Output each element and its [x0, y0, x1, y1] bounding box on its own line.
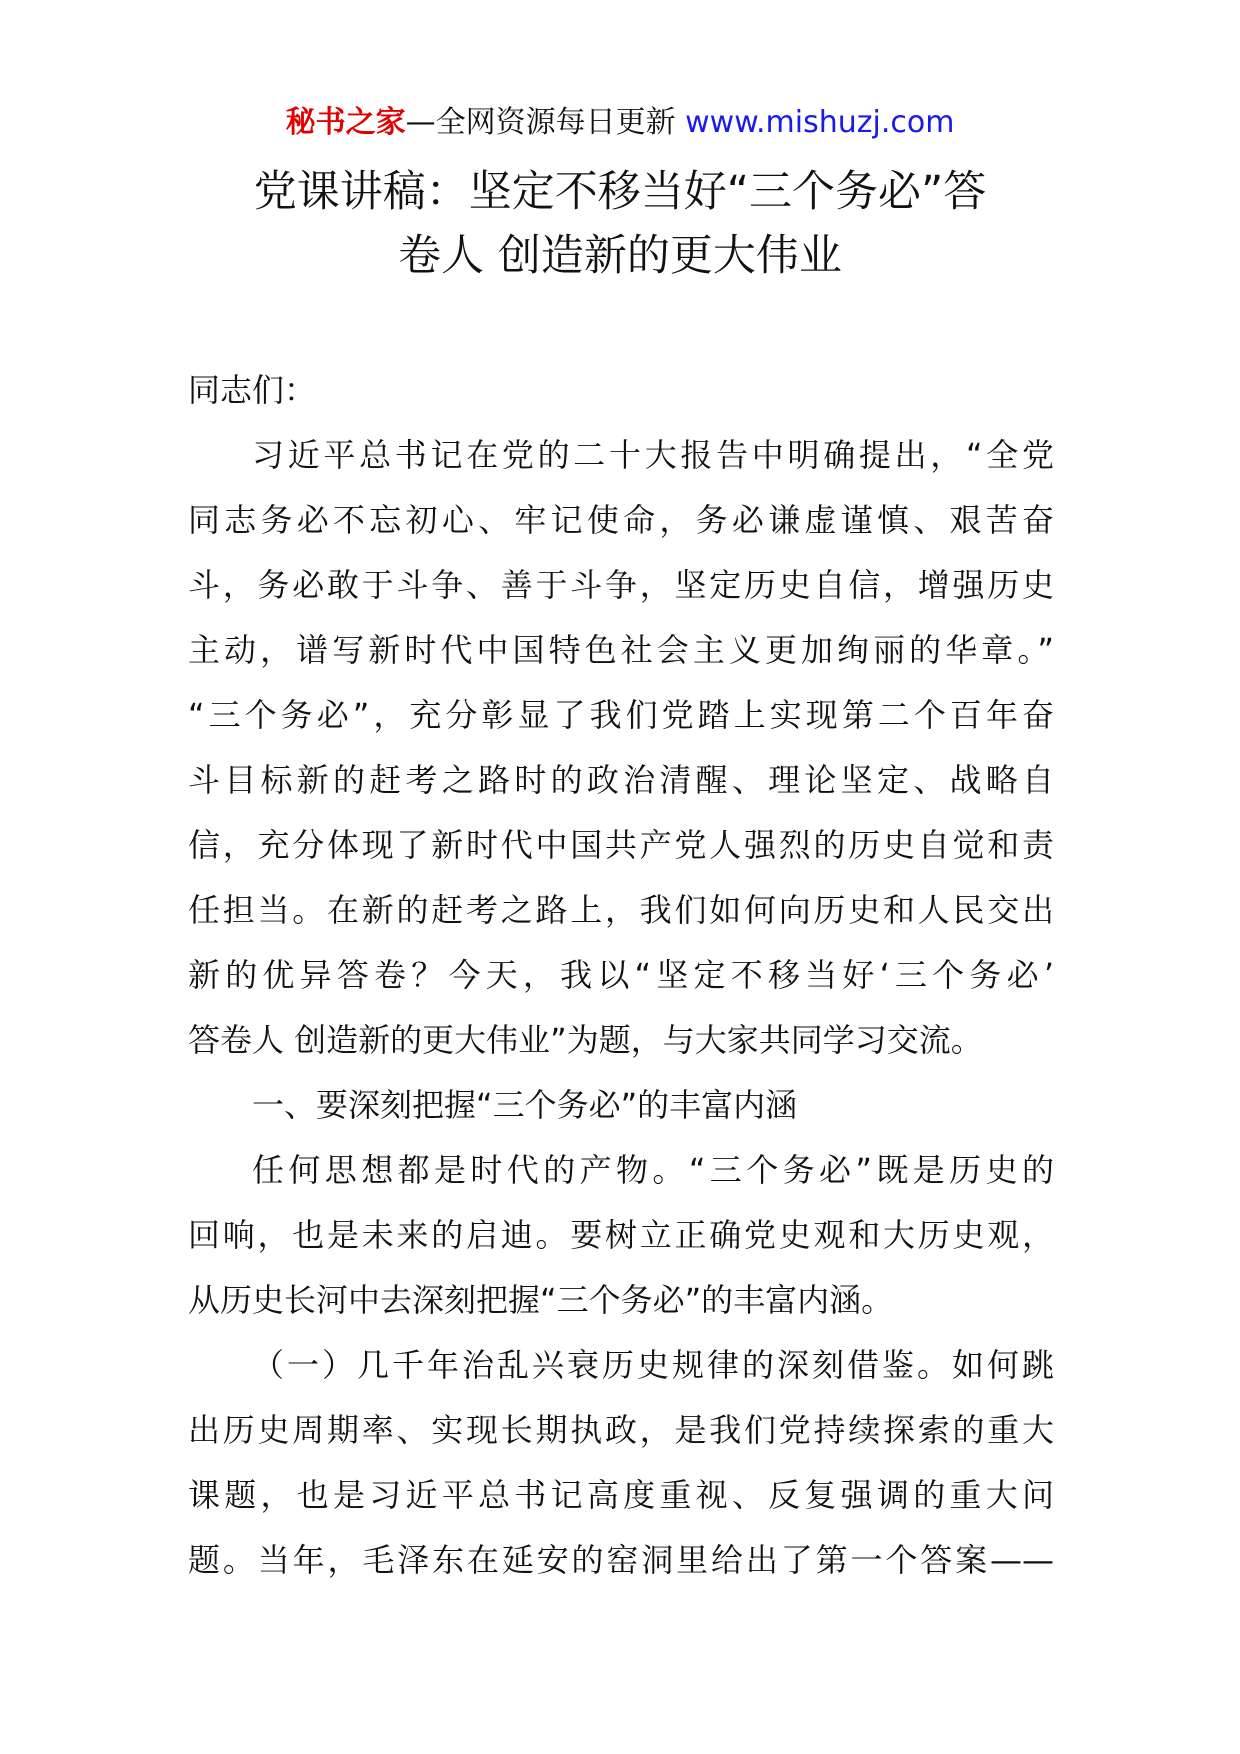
paragraph-intro [188, 423, 1054, 1073]
paragraph-line: “三个务必”，充分彰显了我们党踏上实现第二个百年奋 [188, 696, 1054, 734]
title-line-2: 卷人 创造新的更大伟业 [398, 231, 842, 281]
paragraph-line: 题。当年，毛泽东在延安的窑洞里给出了第一个答案—— [188, 1541, 1054, 1579]
salutation-text: 同志们： [188, 371, 317, 409]
paragraph-line: 斗目标新的赶考之路时的政治清醒、理论坚定、战略自 [188, 761, 1054, 799]
paragraph-3 [188, 1333, 1054, 1593]
document-title [150, 160, 1090, 288]
site-header [0, 103, 1240, 143]
heading-text: 一、要深刻把握“三个务必”的丰富内涵 [252, 1086, 798, 1124]
title-line-1: 党课讲稿：坚定不移当好“三个务必”答 [253, 167, 987, 217]
section-heading-1 [188, 1073, 1054, 1138]
paragraph-line: （一）几千年治乱兴衰历史规律的深刻借鉴。如何跳 [252, 1346, 1054, 1384]
paragraph-line: 新的优异答卷？今天，我以“坚定不移当好‘三个务必’ [188, 956, 1054, 994]
paragraph-line: 答卷人 创造新的更大伟业”为题，与大家共同学习交流。 [188, 1021, 983, 1059]
header-slogan: —全网资源每日更新 [405, 105, 686, 140]
site-url-link[interactable]: www.mishuzj.com [685, 105, 955, 140]
paragraph-line: 课题，也是习近平总书记高度重视、反复强调的重大问 [188, 1476, 1054, 1514]
brand-name: 秘书之家 [285, 105, 406, 140]
paragraph-line: 主动，谱写新时代中国特色社会主义更加绚丽的华章。” [188, 631, 1054, 669]
paragraph-2 [188, 1138, 1054, 1333]
document-body [188, 358, 1054, 1593]
salutation [188, 358, 1054, 423]
paragraph-line: 回响，也是未来的启迪。要树立正确党史观和大历史观， [188, 1216, 1054, 1254]
paragraph-line: 习近平总书记在党的二十大报告中明确提出，“全党 [252, 436, 1054, 474]
paragraph-line: 任担当。在新的赶考之路上，我们如何向历史和人民交出 [188, 891, 1054, 929]
paragraph-line: 信，充分体现了新时代中国共产党人强烈的历史自觉和责 [188, 826, 1054, 864]
paragraph-line: 从历史长河中去深刻把握“三个务必”的丰富内涵。 [188, 1281, 894, 1319]
paragraph-line: 斗，务必敢于斗争、善于斗争，坚定历史自信，增强历史 [188, 566, 1054, 604]
paragraph-line: 出历史周期率、实现长期执政，是我们党持续探索的重大 [188, 1411, 1054, 1449]
paragraph-line: 任何思想都是时代的产物。“三个务必”既是历史的 [252, 1151, 1054, 1189]
paragraph-line: 同志务必不忘初心、牢记使命，务必谦虚谨慎、艰苦奋 [188, 501, 1054, 539]
